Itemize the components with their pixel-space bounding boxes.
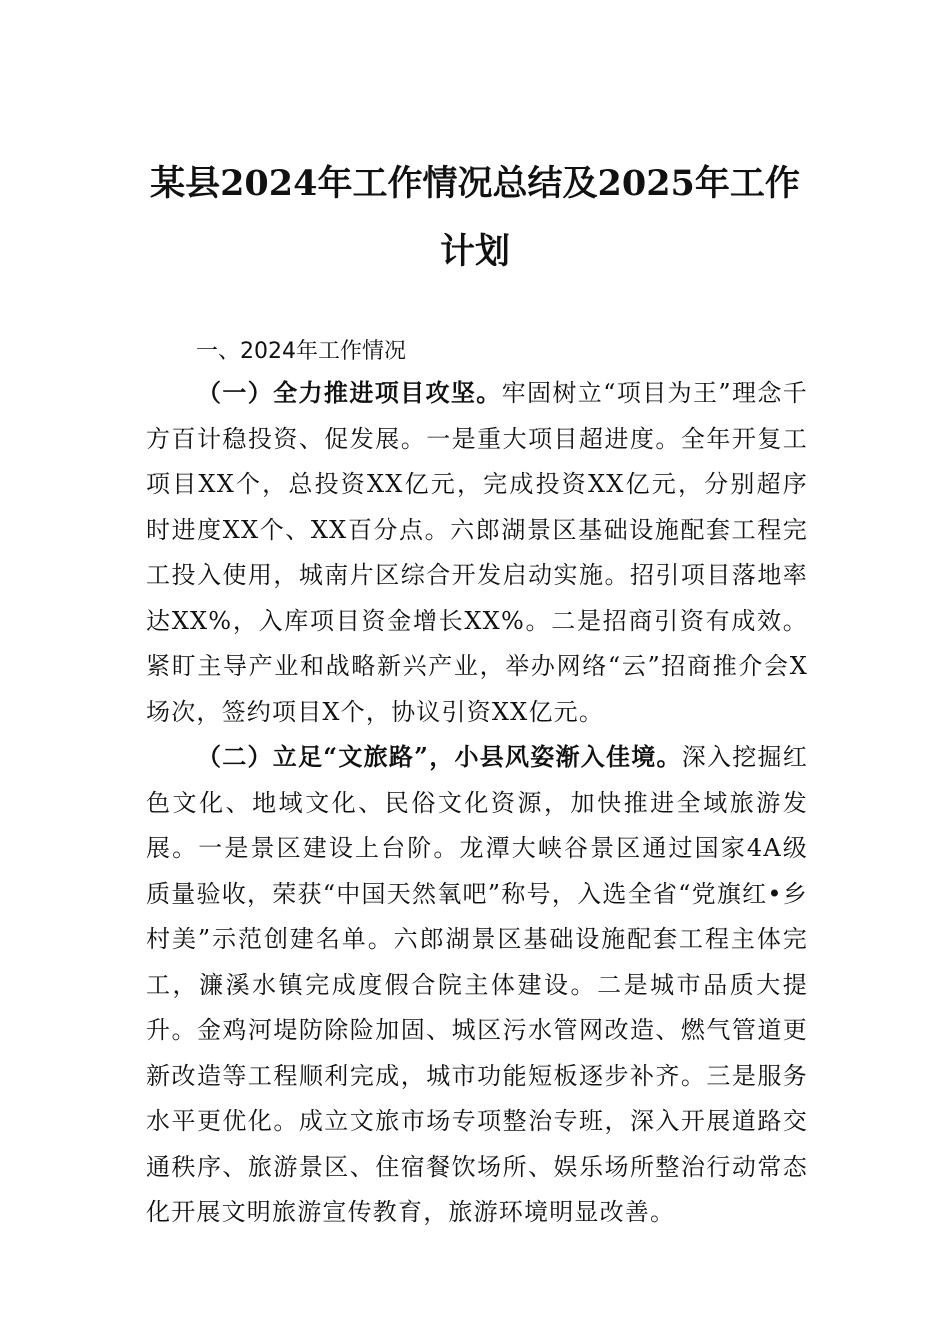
section-heading: 一、2024年工作情况 xyxy=(196,339,406,364)
document-title: 某县2024年工作情况总结及2025年工作计划 xyxy=(150,163,800,272)
paragraph xyxy=(146,370,808,735)
paragraph-body: 牢固树立“项目为王”理念千方百计稳投资、促发展。一是重大项目超进度。全年开复工项目XX个，总投资XX亿元，完成投资XX亿元，分别超序时进度XX个、XX百分点。六郎湖景区基础设施配套工程完工投入使用，城南片区综合开发启动实施。招引项目落地率达XX%，入库项目资金增长XX%。二是招商引资有成效。紧盯主导产业和战略新兴产业，举办网络“云”招商推介会X场次，签约项目X个，协议引资XX亿元。 xyxy=(146,379,809,726)
paragraph xyxy=(146,734,808,1236)
paragraph-lead: （一）全力推进项目攻坚。 xyxy=(197,378,502,407)
paragraph-lead: （二）立足“文旅路”，小县风姿渐入佳境。 xyxy=(197,742,682,771)
paragraph-body: 深入挖掘红色文化、地域文化、民俗文化资源，加快推进全域旅游发展。一是景区建设上台阶。龙潭大峡谷景区通过国家4A级质量验收，荣获“中国天然氧吧”称号，入选全省“党旗红•乡村美”示范创建名单。六郎湖景区基础设施配套工程主体完工，濂溪水镇完成度假合院主体建设。二是城市品质大提升。金鸡河堤防除险加固、城区污水管网改造、燃气管道更新改造等工程顺利完成，城市功能短板逐步补齐。三是服务水平更优化。成立文旅市场专项整治专班，深入开展道路交通秩序、旅游景区、住宿餐饮场所、娱乐场所整治行动常态化开展文明旅游宣传教育，旅游环境明显改善。 xyxy=(146,743,809,1226)
